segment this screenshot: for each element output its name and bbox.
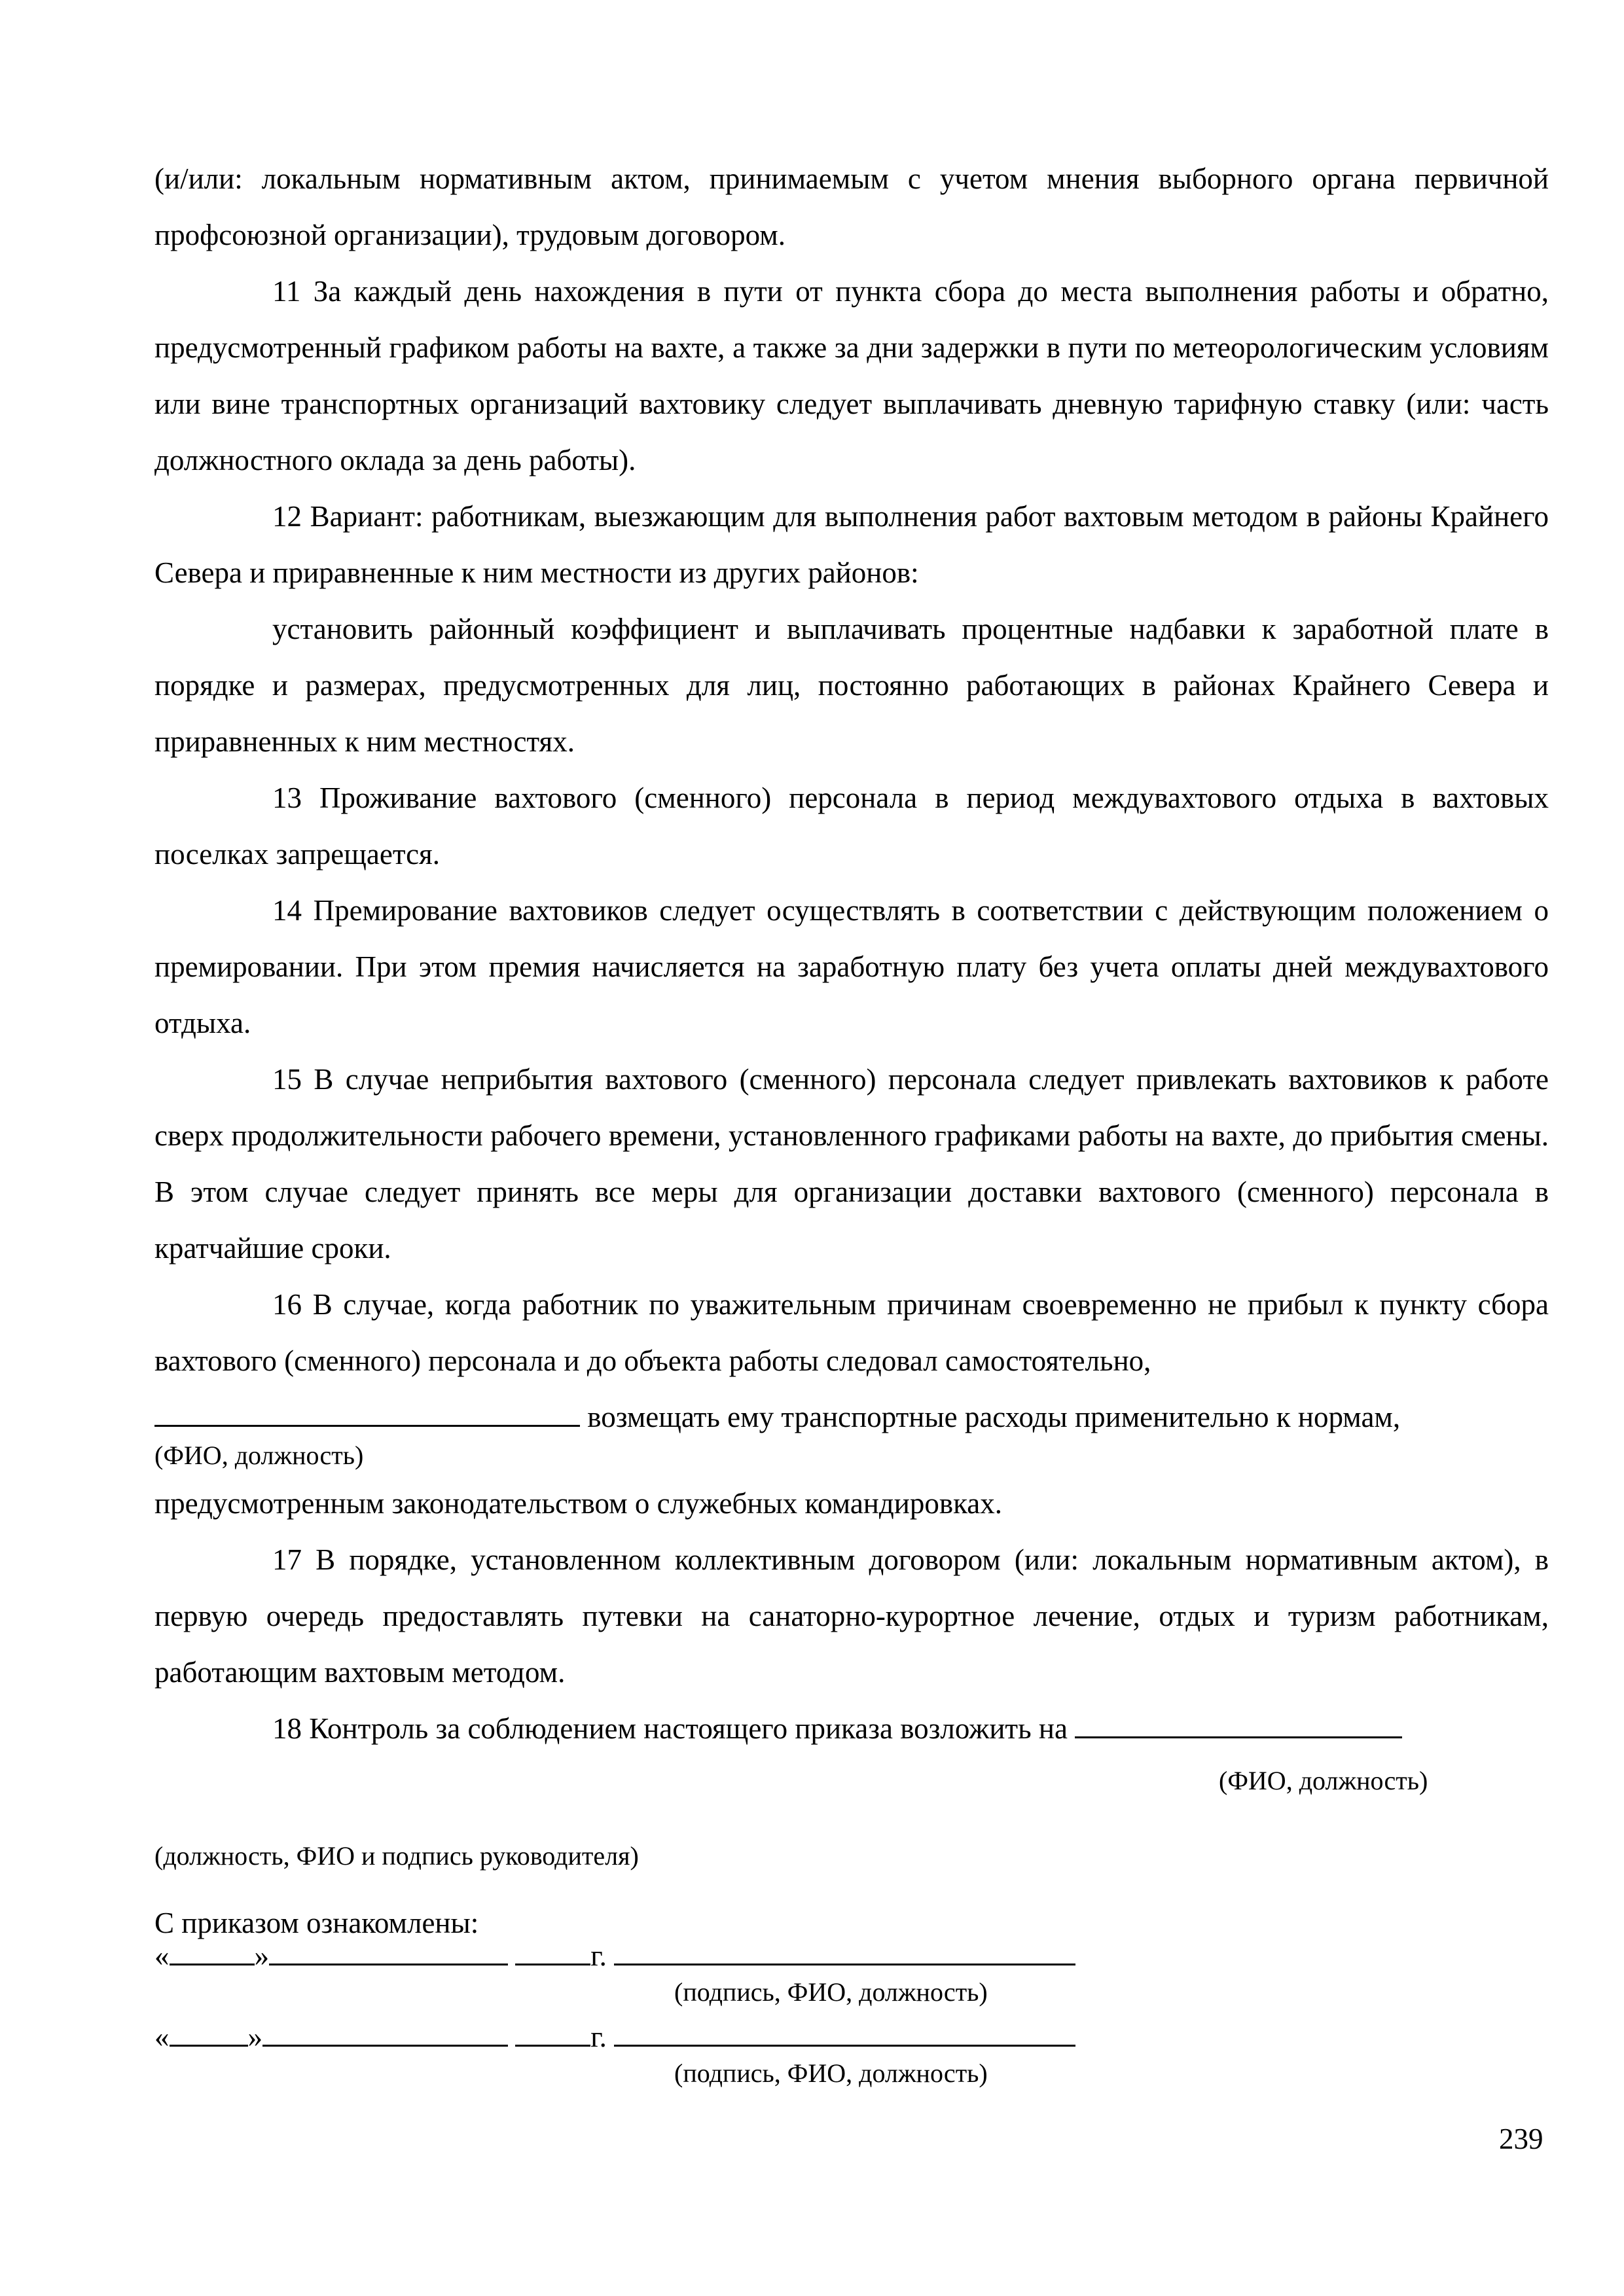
- paragraph-18: [154, 1700, 1549, 1757]
- acknowledged-title: С приказом ознакомлены:: [154, 1907, 479, 1939]
- control-responsible-caption: (ФИО, должность): [1219, 1766, 1428, 1795]
- order-body: [154, 151, 1549, 1757]
- paragraph-17: 17 В порядке, установленном коллективным договором (или: локальным нормативным актом), в первую очередь предоставлять путевки на санаторно-курортное лечение, отдых и туризм работникам, работающим вахтовым методом.: [154, 1543, 1549, 1689]
- paragraph-15: 15 В случае неприбытия вахтового (сменного) персонала следует привлекать вахтовиков к работе сверх продолжительности рабочего времени, установленного графиками работы на вахте, до прибытия смены. В этом случае следует принять все меры для организации доставки вахтового (сменного) персонала в кратчайшие сроки.: [154, 1063, 1549, 1265]
- signature-caption: (подпись, ФИО, должность): [674, 1977, 988, 2007]
- paragraph-18-text: 18 Контроль за соблюдением настоящего приказа возложить на: [272, 1712, 1068, 1745]
- paragraph-13: 13 Проживание вахтового (сменного) персонала в период междувахтового отдыха в вахтовых поселках запрещается.: [154, 781, 1549, 870]
- paragraph-11: 11 За каждый день нахождения в пути от пункта сбора до места выполнения работы и обратно, предусмотренный графиком работы на вахте, а также за дни задержки в пути по метеорологическим условиям или вине транспортных организаций вахтовику следует выплачивать дневную тарифную ставку (или: часть должностного оклада за день работы).: [154, 275, 1549, 476]
- year-suffix: г.: [590, 1939, 607, 1972]
- paragraph-continuation: (и/или: локальным нормативным актом, принимаемым с учетом мнения выборного органа первичной профсоюзной организации), трудовым договором.: [154, 162, 1549, 251]
- signature-blank[interactable]: [614, 1937, 1075, 1965]
- paragraph-14: 14 Премирование вахтовиков следует осуществлять в соответствии с действующим положением о премировании. При этом премия начисляется на заработную плату без учета оплаты дней междувахтового отдыха.: [154, 894, 1549, 1039]
- open-quote: «: [154, 2020, 170, 2053]
- manager-signature-caption: (должность, ФИО и подпись руководителя): [154, 1841, 639, 1871]
- year-blank[interactable]: [515, 2018, 590, 2047]
- paragraph-12-option: установить районный коэффициент и выплачивать процентные надбавки к заработной плате в порядке и размерах, предусмотренных для лиц, постоянно работающих в районах Крайнего Севера и приравненных к ним местностях.: [154, 613, 1549, 758]
- control-responsible-line[interactable]: [1075, 1710, 1402, 1738]
- paragraph-16: 16 В случае, когда работник по уважительным причинам своевременно не прибыл к пункту сбора вахтового (сменного) персонала и до объекта работы следовал самостоятельно,: [154, 1288, 1549, 1377]
- paragraph-16-blank-line: [154, 1389, 1549, 1445]
- year-suffix: г.: [590, 2020, 607, 2053]
- ack-row-2: [154, 2017, 1075, 2056]
- page-number: 239: [1499, 2123, 1543, 2155]
- paragraph-12: 12 Вариант: работникам, выезжающим для выполнения работ вахтовым методом в районы Крайнего Севера и приравненные к ним местности из других районов:: [154, 500, 1549, 589]
- fio-blank-line[interactable]: [154, 1399, 580, 1427]
- month-blank[interactable]: [262, 2018, 508, 2047]
- open-quote: «: [154, 1939, 170, 1972]
- signature-caption: (подпись, ФИО, должность): [674, 2058, 988, 2088]
- close-quote: »: [254, 1939, 269, 1972]
- year-blank[interactable]: [515, 1937, 590, 1965]
- day-blank[interactable]: [170, 2018, 248, 2047]
- fio-caption: (ФИО, должность): [154, 1441, 364, 1470]
- month-blank[interactable]: [269, 1937, 508, 1965]
- paragraph-16-continuation: возмещать ему транспортные расходы применительно к нормам,: [587, 1401, 1401, 1433]
- day-blank[interactable]: [170, 1937, 255, 1965]
- ack-row-1: [154, 1936, 1075, 1975]
- paragraph-16-end: предусмотренным законодательством о служебных командировках.: [154, 1487, 1003, 1520]
- signature-blank[interactable]: [614, 2018, 1075, 2047]
- close-quote: »: [247, 2020, 262, 2053]
